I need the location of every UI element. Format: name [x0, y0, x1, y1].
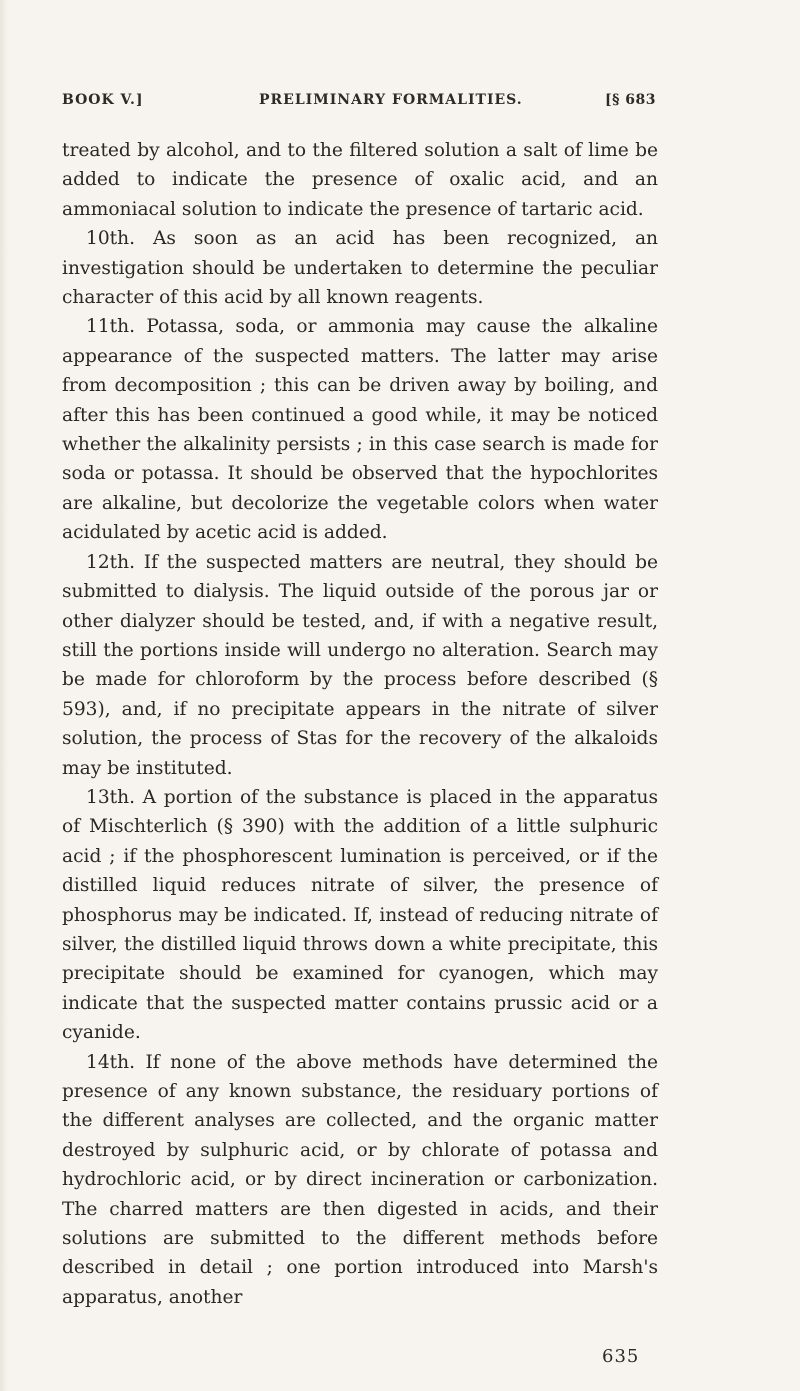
paragraph-continued: treated by alcohol, and to the filtered solution a salt of lime be added to indicate the presence of oxalic acid, and an ammoniacal solution to indicate the presence of tartaric acid.	[62, 140, 658, 220]
paragraph-11th: 11th. Potassa, soda, or ammonia may cause the alkaline appearance of the suspected matters. The latter may arise from decomposition ; this can be driven away by boiling, and after this has been continued a good while, it may be noticed whether the alkalinity persists ; in this case search is made for soda or potassa. It should be observed that the hypochlorites are alkaline, but decolorize the vegetable colors when water acidulated by acetic acid is added.	[62, 316, 658, 544]
header-section-number: [§ 683	[604, 92, 656, 108]
paragraph-13th: 13th. A portion of the substance is placed in the apparatus of Mischterlich (§ 390) with the addition of a little sulphuric acid ; if the phosphorescent lumination is perceived, or if the distilled liquid reduces nitrate of silver, the presence of phosphorus may be indicated. If, instead of reducing nitrate of silver, the distilled liquid throws down a white precipitate, this precipitate should be examined for cyanogen, which may indicate that the suspected matter contains prussic acid or a cyanide.	[62, 786, 658, 1044]
running-header	[62, 92, 656, 114]
header-chapter-title: PRELIMINARY FORMALITIES.	[259, 92, 523, 108]
page-edge-shadow	[0, 0, 8, 1391]
header-book-label: BOOK V.]	[62, 92, 144, 108]
paragraph-10th: 10th. As soon as an acid has been recognized, an investigation should be undertaken to determine the peculiar character of this acid by all known reagents.	[62, 228, 658, 309]
page-number: 635	[602, 1346, 640, 1367]
paragraph-14th: 14th. If none of the above methods have determined the presence of any known substance, the residuary portions of the different analyses are collected, and the organic matter destroyed by sulphuric acid, or by chlorate of potassa and hydrochloric acid, or by direct incineration or carbonization. The charred matters are then digested in acids, and their solutions are submitted to the different methods before described in detail ; one portion introduced into Marsh's apparatus, another	[62, 1051, 658, 1308]
paragraph-12th: 12th. If the suspected matters are neutral, they should be submitted to dialysis. The liquid outside of the porous jar or other dialyzer should be tested, and, if with a negative result, still the portions inside will undergo no alteration. Search may be made for chloroform by the process before described (§ 593), and, if no precipitate appears in the nitrate of silver solution, the process of Stas for the recovery of the alkaloids may be instituted.	[62, 551, 658, 779]
page-body	[62, 136, 658, 1312]
